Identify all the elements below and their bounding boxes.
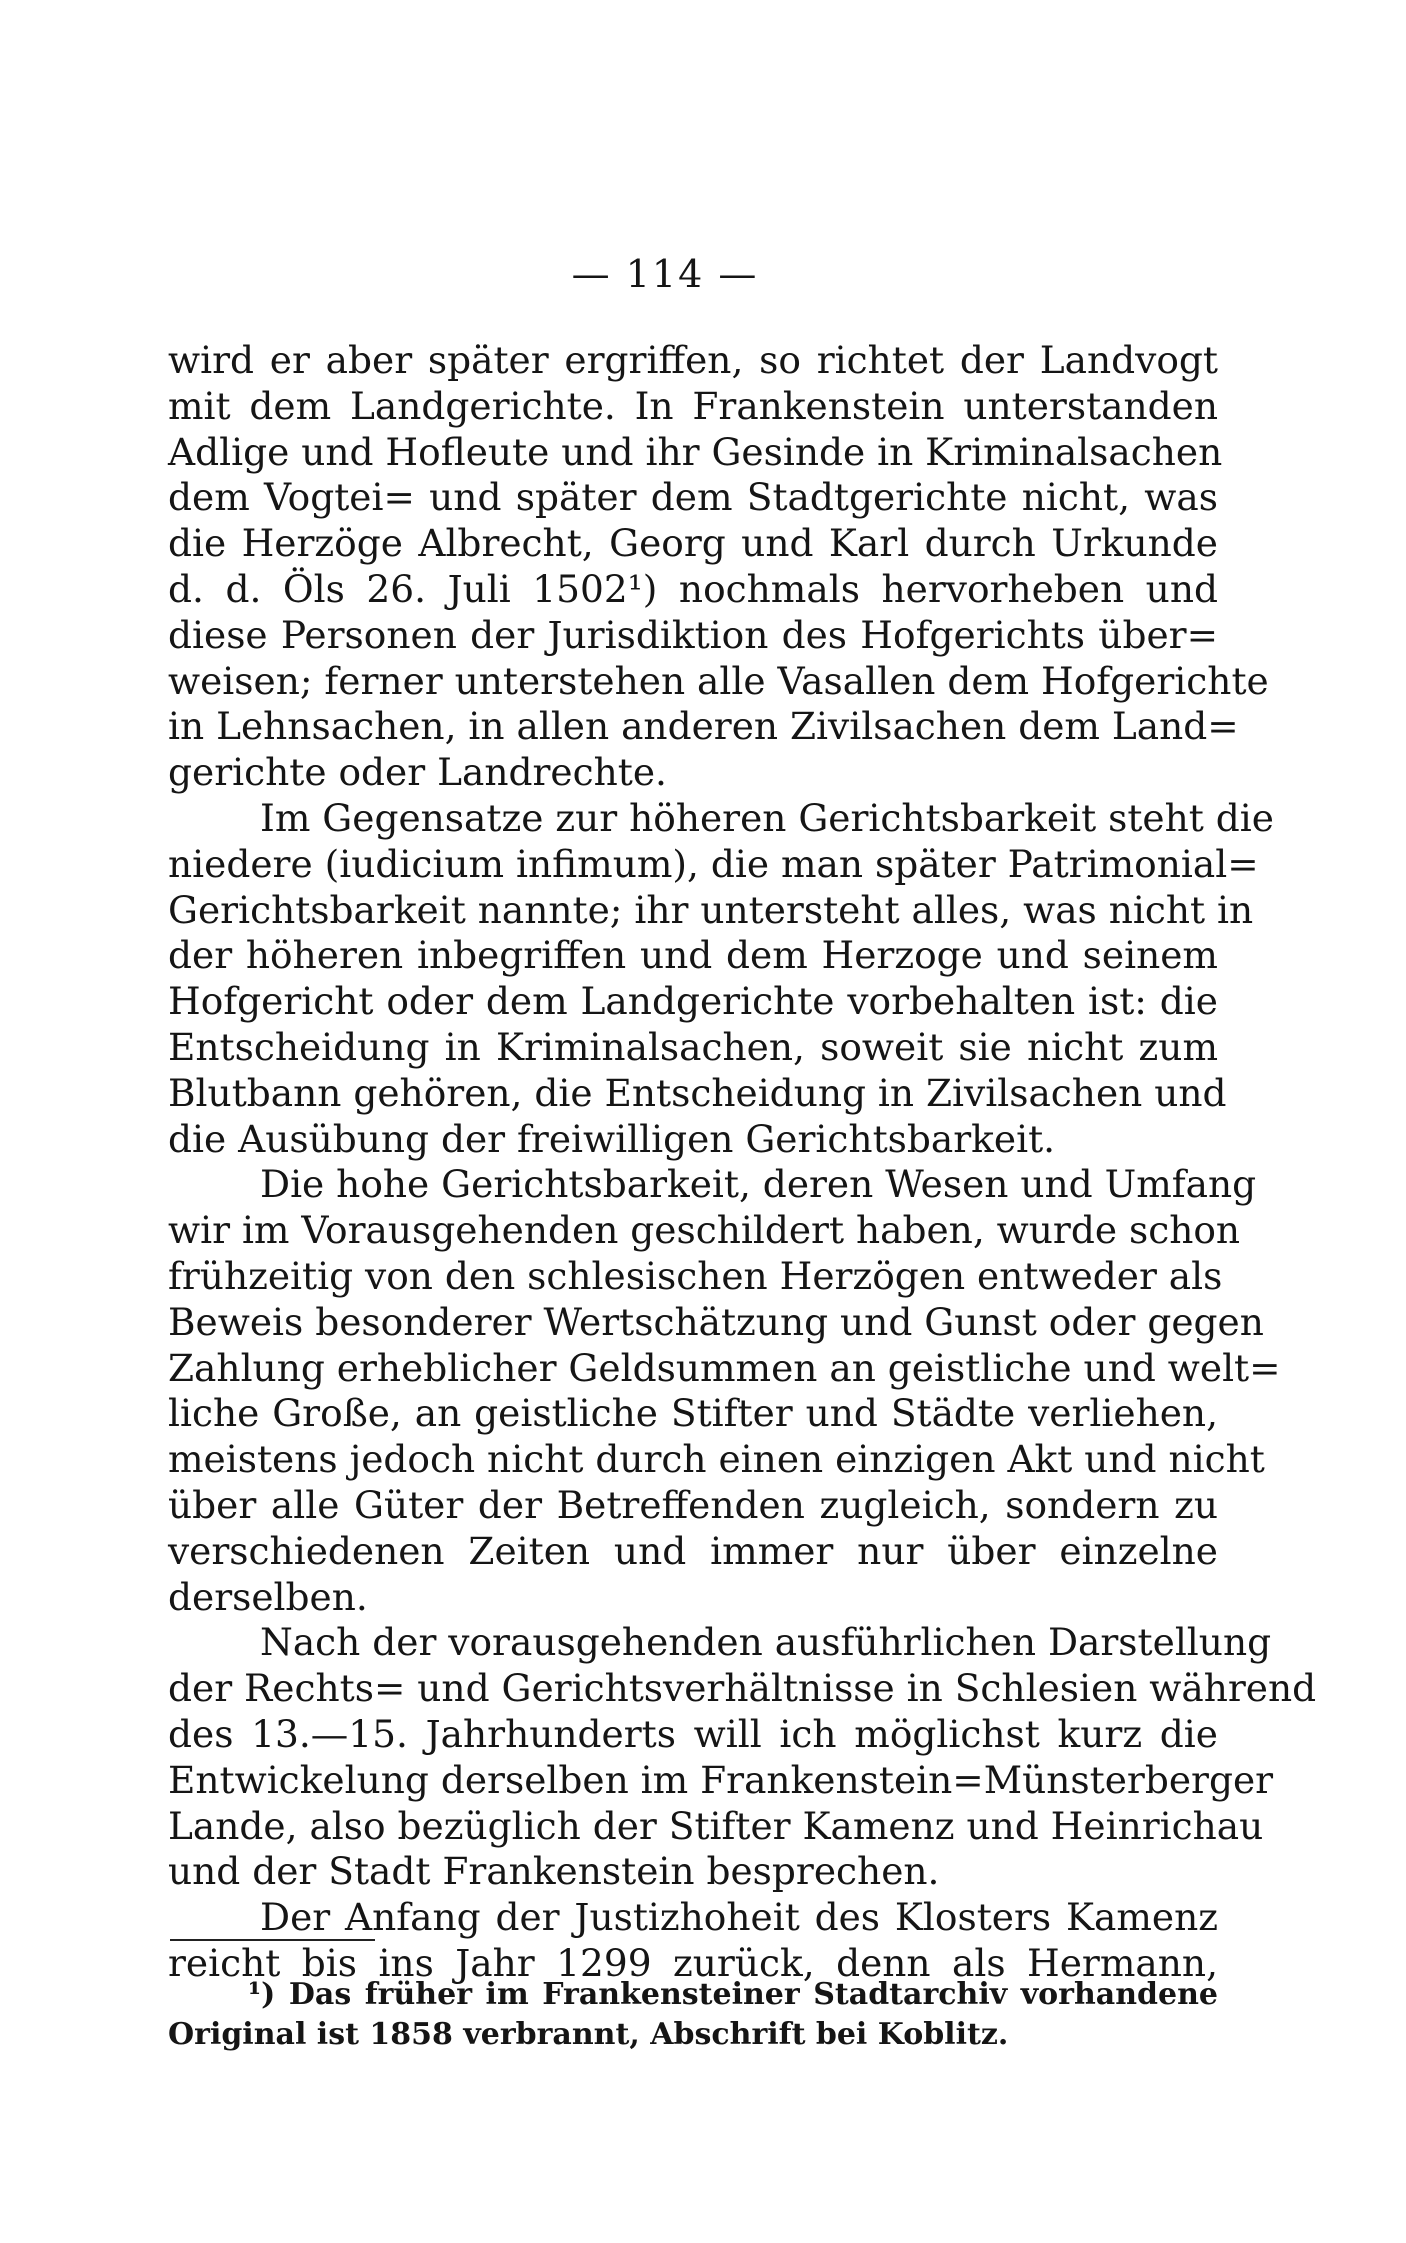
text-line: Adlige und Hofleute und ihr Gesinde in Kriminalsachen	[168, 429, 1223, 474]
text-line: derselben.	[168, 1574, 368, 1619]
text-line: Lande, also bezüglich der Stifter Kamenz und Heinrichau	[168, 1803, 1264, 1848]
text-line: des 13.—15. Jahrhunderts will ich möglichst kurz die	[168, 1711, 1218, 1756]
text-line: Entwickelung derselben im Frankenstein=Münsterberger	[168, 1757, 1274, 1802]
text-line: diese Personen der Jurisdiktion des Hofgerichts über=	[168, 612, 1218, 657]
main-text	[168, 338, 1317, 1987]
text-line: Beweis besonderer Wertschätzung und Gunst oder gegen	[168, 1299, 1264, 1344]
text-line: der Rechts= und Gerichtsverhältnisse in Schlesien während	[168, 1666, 1317, 1711]
text-line: meistens jedoch nicht durch einen einzigen Akt und nicht	[168, 1437, 1265, 1482]
text-line: Im Gegensatze zur höheren Gerichtsbarkeit steht die	[260, 795, 1274, 840]
text-line: dem Vogtei= und später dem Stadtgerichte nicht, was	[168, 475, 1218, 520]
text-line: Hofgericht oder dem Landgerichte vorbehalten ist: die	[168, 979, 1218, 1024]
footnotes	[168, 1975, 1218, 2055]
paragraph	[168, 795, 1274, 1162]
text-line: d. d. Öls 26. Juli 1502¹) nochmals hervorheben und	[168, 566, 1218, 611]
text-line: Blutbann gehören, die Entscheidung in Zivilsachen und	[168, 1070, 1227, 1115]
text-line: mit dem Landgerichte. In Frankenstein unterstanden	[168, 383, 1218, 428]
text-line: gerichte oder Landrechte.	[168, 750, 667, 795]
text-line: Die hohe Gerichtsbarkeit, deren Wesen und Umfang	[260, 1162, 1257, 1207]
text-line: reicht bis ins Jahr 1299 zurück, denn als Hermann,	[168, 1940, 1218, 1985]
paragraph	[168, 1162, 1281, 1620]
text-line: und der Stadt Frankenstein besprechen.	[168, 1849, 940, 1894]
footnote	[168, 1975, 1218, 2055]
text-line: frühzeitig von den schlesischen Herzögen entweder als	[168, 1253, 1223, 1298]
text-line: niedere (iudicium infimum), die man später Patrimonial=	[168, 841, 1259, 886]
text-line: Zahlung erheblicher Geldsummen an geistliche und welt=	[168, 1345, 1281, 1390]
text-line: in Lehnsachen, in allen anderen Zivilsachen dem Land=	[168, 704, 1239, 749]
footnote-divider	[170, 1939, 375, 1941]
text-line: über alle Güter der Betreffenden zugleich, sondern zu	[168, 1482, 1218, 1527]
text-line: der höheren inbegriffen und dem Herzoge und seinem	[168, 933, 1218, 978]
text-line: Nach der vorausgehenden ausführlichen Darstellung	[260, 1620, 1272, 1665]
text-line: Gerichtsbarkeit nannte; ihr untersteht alles, was nicht in	[168, 887, 1254, 932]
text-line: Entscheidung in Kriminalsachen, soweit sie nicht zum	[168, 1024, 1218, 1069]
text-line: wir im Vorausgehenden geschildert haben, wurde schon	[168, 1208, 1241, 1253]
page-number: — 114 —	[571, 252, 759, 296]
paragraph	[168, 1620, 1317, 1895]
paragraph	[168, 338, 1269, 796]
text-line: verschiedenen Zeiten und immer nur über einzelne	[168, 1528, 1218, 1573]
text-line: die Herzöge Albrecht, Georg und Karl durch Urkunde	[168, 521, 1218, 566]
text-line: wird er aber später ergriffen, so richtet der Landvogt	[168, 338, 1218, 382]
footnote-line: ¹) Das früher im Frankensteiner Stadtarchiv vorhandene	[248, 1977, 1218, 2012]
text-line: die Ausübung der freiwilligen Gerichtsbarkeit.	[168, 1116, 1056, 1161]
footnote-line: Original ist 1858 verbrannt, Abschrift bei Koblitz.	[168, 2017, 1009, 2052]
text-line: Der Anfang der Justizhoheit des Klosters Kamenz	[260, 1895, 1218, 1940]
text-line: liche Große, an geistliche Stifter und Städte verliehen,	[168, 1391, 1218, 1436]
text-line: weisen; ferner unterstehen alle Vasallen dem Hofgerichte	[168, 658, 1269, 703]
